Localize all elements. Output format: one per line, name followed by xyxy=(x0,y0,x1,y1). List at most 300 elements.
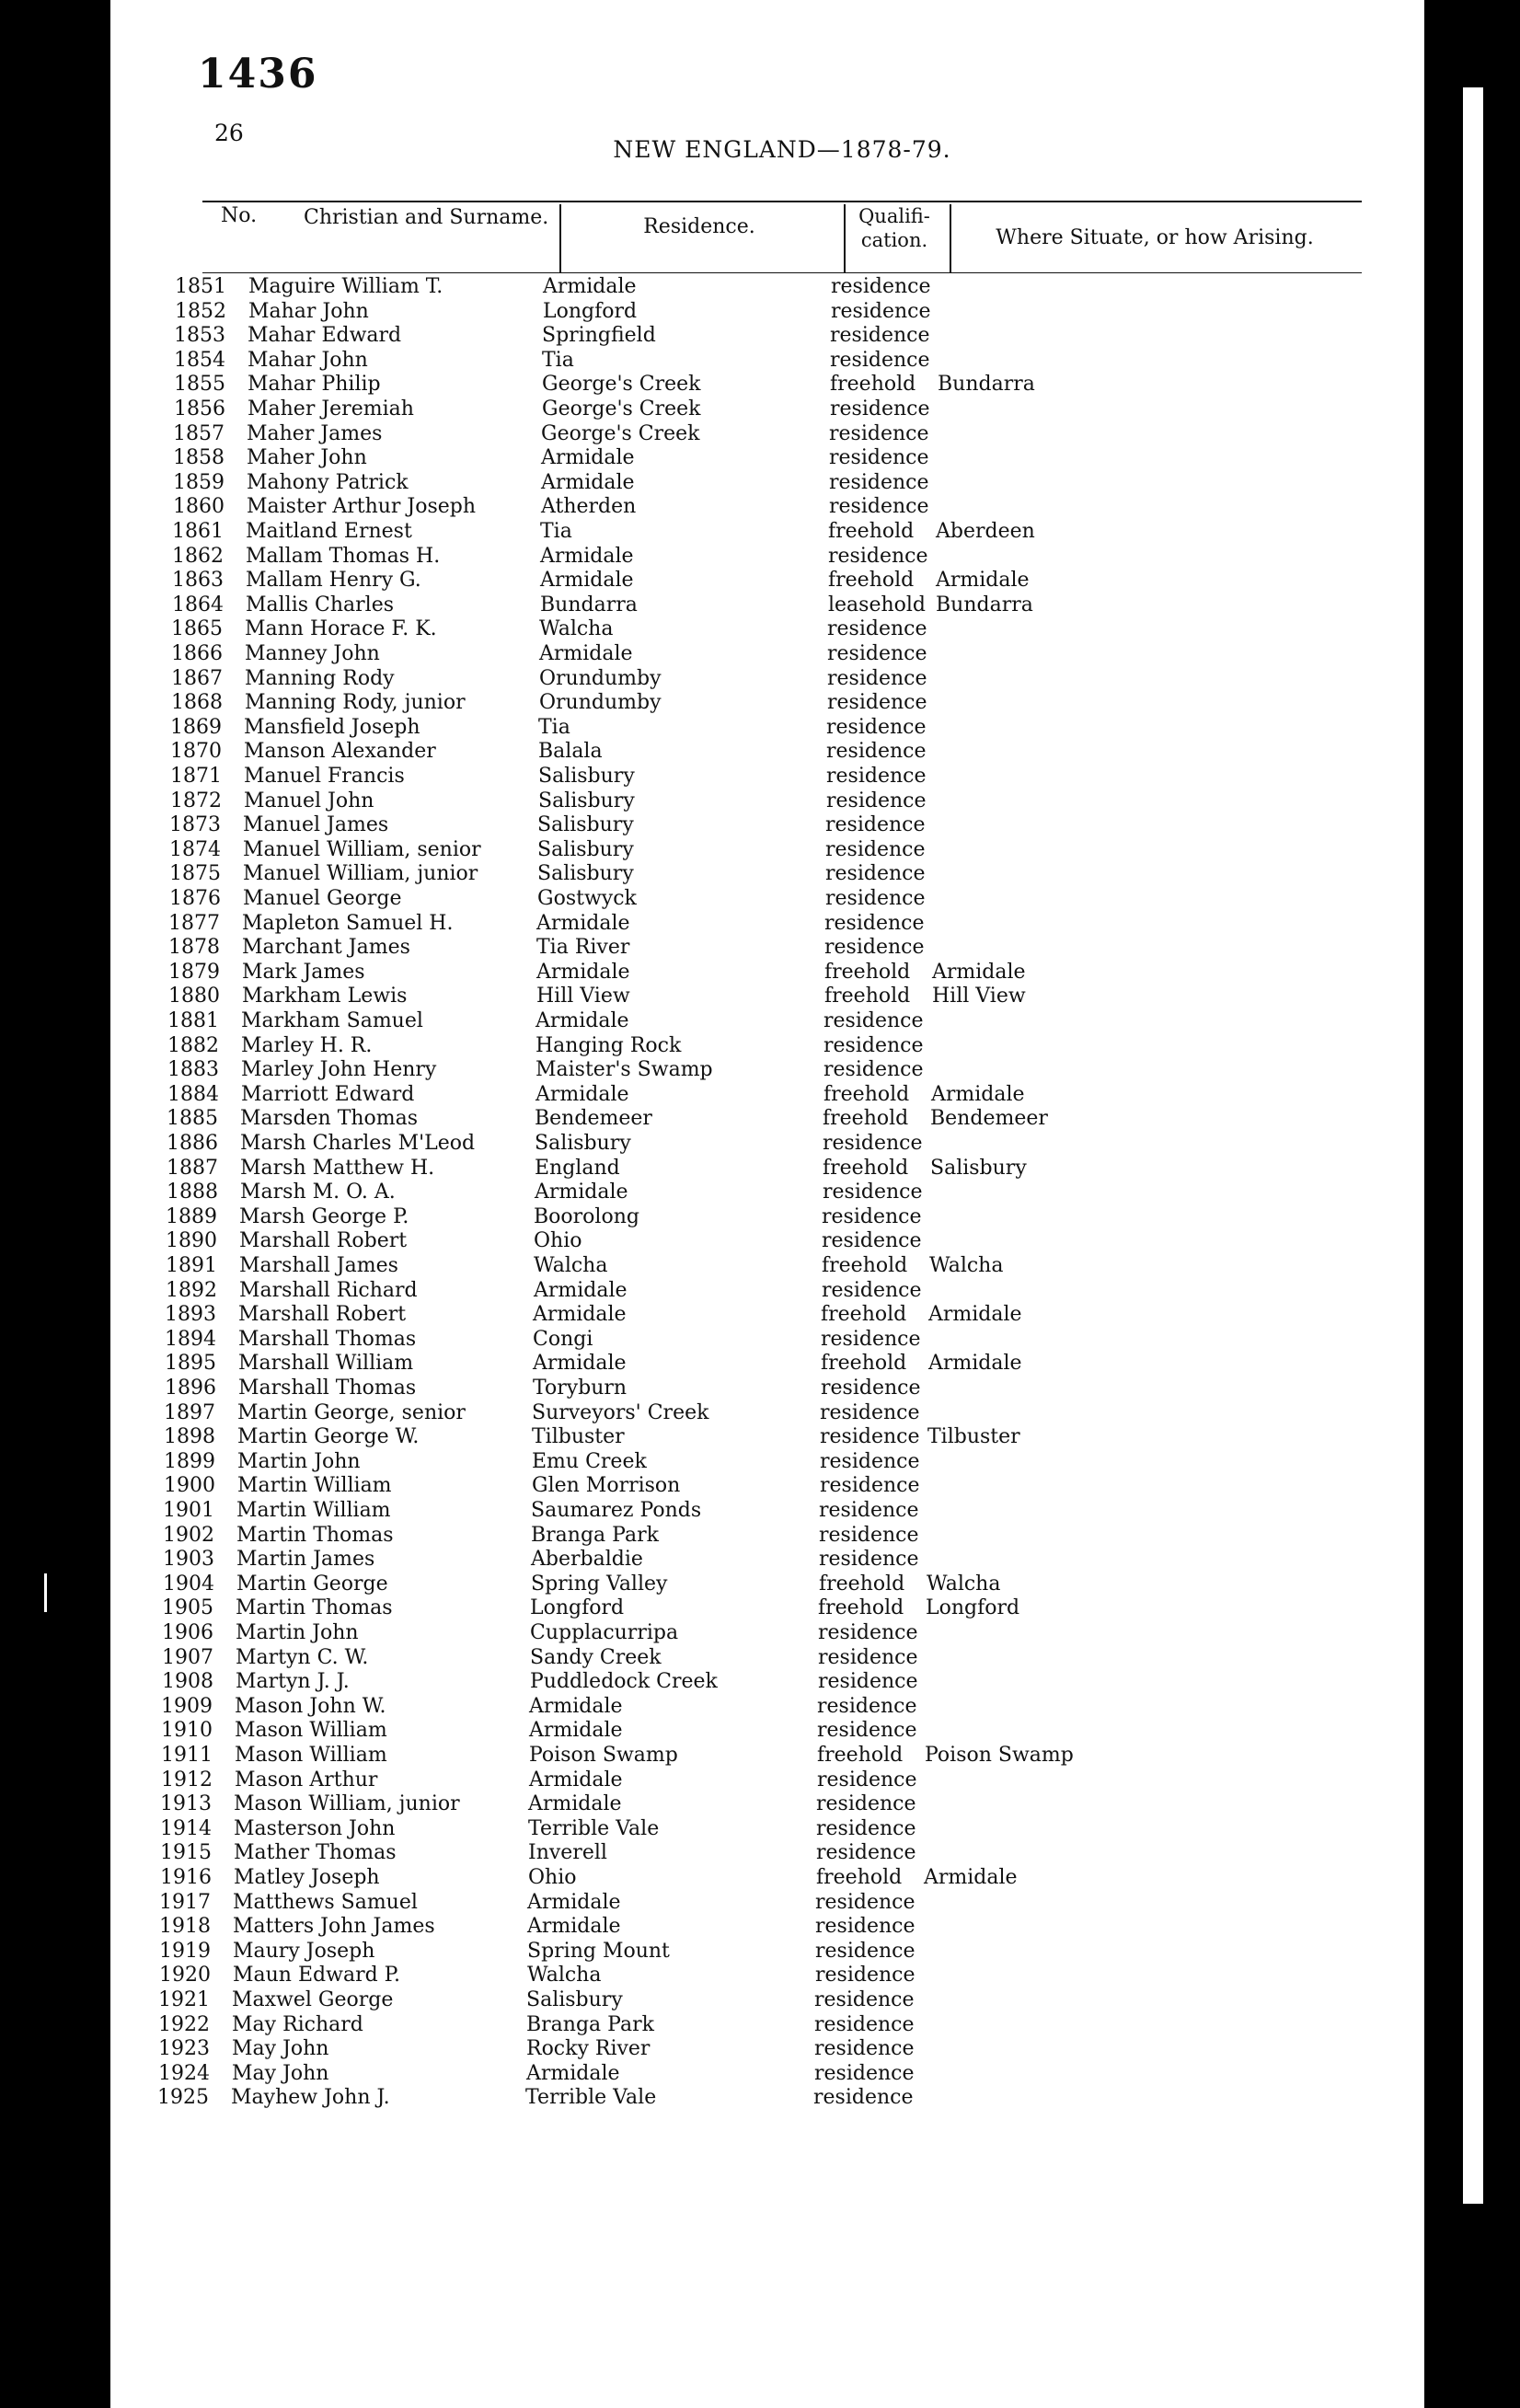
elector-name: Marshall William xyxy=(238,1352,414,1376)
qualification-cell: residence xyxy=(823,1009,924,1032)
where-situate-cell: Armidale xyxy=(932,960,1026,984)
header-rule-top xyxy=(202,201,1362,202)
entry-number: 1860 xyxy=(173,495,225,519)
elector-name: Marsden Thomas xyxy=(240,1107,419,1131)
entry-number: 1867 xyxy=(171,666,223,690)
entry-number: 1902 xyxy=(163,1523,214,1547)
entry-number: 1877 xyxy=(168,911,220,935)
qualification-cell: residence xyxy=(821,1377,921,1400)
elector-name: Marsh Matthew H. xyxy=(240,1156,435,1180)
qualification-cell: residence xyxy=(820,1449,920,1473)
elector-name: Mann Horace F. K. xyxy=(245,617,437,641)
qualification-cell: residence xyxy=(817,1768,917,1792)
entry-number: 1909 xyxy=(161,1694,213,1718)
residence-cell: Sandy Creek xyxy=(530,1645,662,1669)
table-row xyxy=(0,1669,1520,1694)
table-row xyxy=(0,764,1520,789)
entry-number: 1899 xyxy=(164,1449,215,1473)
residence-cell: Armidale xyxy=(534,1278,628,1302)
elector-name: Marshall Robert xyxy=(238,1303,407,1327)
residence-cell: Walcha xyxy=(539,617,614,641)
elector-name: Martyn J. J. xyxy=(236,1670,350,1694)
residence-cell: Armidale xyxy=(540,569,634,593)
table-row xyxy=(0,960,1520,985)
qualification-cell: residence xyxy=(827,666,927,690)
entry-number: 1888 xyxy=(167,1181,218,1204)
elector-name: Marshall James xyxy=(239,1254,398,1277)
table-row xyxy=(0,421,1520,446)
where-situate-cell: Armidale xyxy=(936,569,1030,593)
entry-number: 1859 xyxy=(173,470,225,494)
elector-name: Mason John W. xyxy=(235,1694,386,1718)
residence-cell: Spring Mount xyxy=(527,1939,670,1963)
residence-cell: Tilbuster xyxy=(532,1425,625,1449)
entry-number: 1896 xyxy=(165,1377,216,1400)
table-row xyxy=(0,2085,1520,2110)
table-row xyxy=(0,789,1520,813)
qualification-cell: residence xyxy=(818,1670,918,1694)
residence-cell: Tia xyxy=(538,715,570,739)
elector-name: Mallis Charles xyxy=(246,593,395,616)
table-row xyxy=(0,470,1520,495)
elector-name: Manuel John xyxy=(244,789,374,812)
entry-number: 1907 xyxy=(162,1645,213,1669)
qualification-cell: residence xyxy=(823,1181,923,1204)
table-row xyxy=(0,1768,1520,1792)
table-row xyxy=(0,1302,1520,1327)
where-situate-cell: Walcha xyxy=(927,1572,1001,1596)
qualification-cell: freehold xyxy=(823,1156,909,1180)
qualification-cell: residence xyxy=(822,1278,922,1302)
qualification-cell: residence xyxy=(825,862,926,886)
elector-name: Martin William xyxy=(236,1499,391,1522)
elector-name: Mahar Edward xyxy=(248,324,402,348)
table-row xyxy=(0,861,1520,886)
elector-name: Markham Lewis xyxy=(242,985,408,1008)
table-row xyxy=(0,1424,1520,1449)
entry-number: 1891 xyxy=(166,1254,217,1277)
qualification-cell: leasehold xyxy=(828,593,927,616)
elector-name: Martin Thomas xyxy=(236,1523,394,1547)
elector-name: Mahar John xyxy=(248,299,369,323)
elector-name: Marley H. R. xyxy=(241,1033,373,1057)
qualification-cell: residence xyxy=(828,544,928,568)
elector-name: Manuel Francis xyxy=(244,765,405,788)
table-row xyxy=(0,812,1520,837)
entry-number: 1861 xyxy=(172,520,224,543)
residence-cell: Armidale xyxy=(527,1890,621,1914)
entry-number: 1906 xyxy=(162,1621,213,1644)
entry-number: 1922 xyxy=(158,2012,210,2036)
residence-cell: Armidale xyxy=(541,446,635,470)
table-row xyxy=(0,739,1520,764)
residence-cell: Armidale xyxy=(533,1303,627,1327)
elector-name: Mahar Philip xyxy=(248,373,381,397)
residence-cell: Armidale xyxy=(533,1352,627,1376)
qualification-cell: residence xyxy=(830,397,930,421)
elector-name: Marshall Robert xyxy=(239,1229,408,1253)
qualification-cell: residence xyxy=(819,1548,919,1572)
qualification-cell: residence xyxy=(822,1229,922,1253)
table-row xyxy=(0,1008,1520,1033)
entry-number: 1858 xyxy=(173,446,225,470)
entry-number: 1852 xyxy=(175,299,226,323)
table-row xyxy=(0,519,1520,544)
table-row xyxy=(0,1987,1520,2012)
elector-name: Marshall Thomas xyxy=(238,1377,417,1400)
residence-cell: Bendemeer xyxy=(535,1107,652,1131)
elector-name: Mason Arthur xyxy=(235,1768,378,1792)
qualification-cell: residence xyxy=(829,470,929,494)
elector-name: Martin James xyxy=(236,1548,375,1572)
elector-name: Matters John James xyxy=(233,1915,435,1939)
residence-cell: Surveyors' Creek xyxy=(532,1400,709,1424)
table-row xyxy=(0,1939,1520,1964)
entry-number: 1903 xyxy=(163,1548,214,1572)
residence-cell: Balala xyxy=(538,740,603,764)
qualification-cell: residence xyxy=(816,1792,916,1816)
qualification-cell: residence xyxy=(819,1499,919,1522)
residence-cell: Springfield xyxy=(542,324,656,348)
residence-cell: Armidale xyxy=(541,470,635,494)
qualification-cell: residence xyxy=(820,1474,920,1498)
residence-cell: Armidale xyxy=(536,960,630,984)
residence-cell: George's Creek xyxy=(541,421,700,445)
table-row xyxy=(0,886,1520,911)
elector-name: Martin William xyxy=(237,1474,392,1498)
table-row xyxy=(0,274,1520,299)
column-header-qualification xyxy=(839,204,950,252)
qualification-cell: residence xyxy=(825,813,926,837)
residence-cell: Armidale xyxy=(529,1694,623,1718)
table-row xyxy=(0,2036,1520,2061)
residence-cell: Salisbury xyxy=(537,862,634,886)
elector-name: Maitland Ernest xyxy=(246,520,412,543)
residence-cell: Orundumby xyxy=(539,691,662,715)
qualification-cell: residence xyxy=(820,1400,920,1424)
where-situate-cell: Armidale xyxy=(924,1866,1018,1889)
elector-name: Matthews Samuel xyxy=(233,1890,418,1914)
table-row xyxy=(0,2061,1520,2086)
entry-number: 1864 xyxy=(172,593,224,616)
qualification-cell: residence xyxy=(825,887,926,910)
entry-number: 1881 xyxy=(167,1009,219,1032)
residence-cell: Armidale xyxy=(540,544,634,568)
table-row xyxy=(0,911,1520,936)
residence-cell: Ohio xyxy=(528,1866,577,1889)
qualification-cell: residence xyxy=(829,495,929,519)
qualification-cell: residence xyxy=(821,1327,921,1351)
table-row xyxy=(0,1865,1520,1890)
qualification-cell: residence xyxy=(815,1915,915,1939)
elector-name: Mansfield Joseph xyxy=(244,715,420,739)
residence-cell: Toryburn xyxy=(533,1377,628,1400)
elector-name: Maher Jeremiah xyxy=(248,397,414,421)
qualification-cell: freehold xyxy=(824,985,911,1008)
elector-name: Mapleton Samuel H. xyxy=(242,911,454,935)
table-row xyxy=(0,1914,1520,1939)
entry-number: 1857 xyxy=(173,421,225,445)
residence-cell: Tia xyxy=(540,520,572,543)
table-row xyxy=(0,616,1520,641)
elector-name: Masterson John xyxy=(234,1816,396,1840)
table-row xyxy=(0,1228,1520,1253)
column-header-qualification-line1: Qualifi- xyxy=(858,205,930,227)
table-row xyxy=(0,1890,1520,1915)
qualification-cell: residence xyxy=(827,642,927,665)
residence-cell: Glen Morrison xyxy=(532,1474,681,1498)
table-row xyxy=(0,348,1520,373)
table-row xyxy=(0,372,1520,397)
table-row xyxy=(0,544,1520,569)
qualification-cell: freehold xyxy=(821,1352,907,1376)
where-situate-cell: Armidale xyxy=(928,1303,1022,1327)
residence-cell: Terrible Vale xyxy=(528,1816,660,1840)
qualification-cell: residence xyxy=(818,1621,918,1644)
column-header-residence: Residence. xyxy=(643,215,755,238)
entry-number: 1872 xyxy=(170,789,222,812)
elector-name: Marchant James xyxy=(242,936,410,960)
entry-number: 1911 xyxy=(161,1744,213,1767)
elector-name: Maxwel George xyxy=(232,1988,394,2011)
elector-name: May John xyxy=(232,2037,329,2061)
table-row xyxy=(0,984,1520,1008)
table-row xyxy=(0,1033,1520,1058)
page-number: 26 xyxy=(214,120,244,146)
table-row xyxy=(0,1156,1520,1181)
residence-cell: Armidale xyxy=(536,911,630,935)
table-row xyxy=(0,1327,1520,1352)
qualification-cell: residence xyxy=(816,1841,916,1865)
residence-cell: Salisbury xyxy=(526,1988,623,2011)
qualification-cell: residence xyxy=(818,1645,918,1669)
qualification-cell: residence xyxy=(814,2037,915,2061)
entry-number: 1865 xyxy=(171,617,223,641)
table-row xyxy=(0,1131,1520,1156)
residence-cell: Hill View xyxy=(536,985,630,1008)
entry-number: 1871 xyxy=(170,765,222,788)
residence-cell: Branga Park xyxy=(526,2012,654,2036)
qualification-cell: residence xyxy=(814,1988,915,2011)
table-row xyxy=(0,1400,1520,1425)
qualification-cell: residence xyxy=(826,715,927,739)
elector-name: Manning Rody xyxy=(245,666,395,690)
qualification-cell: residence xyxy=(826,740,927,764)
entry-number: 1904 xyxy=(163,1572,214,1596)
elector-name: Marley John Henry xyxy=(241,1058,437,1082)
entry-number: 1898 xyxy=(164,1425,215,1449)
qualification-cell: freehold xyxy=(821,1303,907,1327)
residence-cell: Walcha xyxy=(527,1964,602,1987)
entry-number: 1886 xyxy=(167,1132,218,1155)
table-row xyxy=(0,641,1520,666)
residence-cell: Gostwyck xyxy=(537,887,637,910)
header-rule-bottom xyxy=(202,272,1362,273)
column-header-qualification-line2: cation. xyxy=(860,229,928,251)
where-situate-cell: Hill View xyxy=(932,985,1026,1008)
elector-name: Manney John xyxy=(245,642,380,665)
qualification-cell: residence xyxy=(830,348,930,372)
table-row xyxy=(0,1376,1520,1400)
qualification-cell: freehold xyxy=(824,960,911,984)
table-row xyxy=(0,1792,1520,1816)
elector-name: Maher John xyxy=(247,446,367,470)
elector-name: Marshall Thomas xyxy=(238,1327,417,1351)
residence-cell: Cupplacurripa xyxy=(530,1621,679,1644)
table-row xyxy=(0,1547,1520,1572)
residence-cell: Armidale xyxy=(535,1082,629,1106)
qualification-cell: residence xyxy=(823,1033,924,1057)
entry-number: 1923 xyxy=(158,2037,210,2061)
elector-name: Maun Edward P. xyxy=(233,1964,400,1987)
column-header-name: Christian and Surname. xyxy=(304,206,549,229)
where-situate-cell: Walcha xyxy=(929,1254,1004,1277)
elector-name: Mark James xyxy=(242,960,365,984)
elector-name: Manning Rody, junior xyxy=(245,691,466,715)
table-row xyxy=(0,1278,1520,1303)
entry-number: 1879 xyxy=(168,960,220,984)
residence-cell: Rocky River xyxy=(526,2037,651,2061)
qualification-cell: freehold xyxy=(830,373,916,397)
qualification-cell: residence xyxy=(816,1816,916,1840)
residence-cell: Walcha xyxy=(534,1254,608,1277)
table-row xyxy=(0,397,1520,421)
residence-cell: Tia xyxy=(542,348,574,372)
table-row xyxy=(0,1523,1520,1548)
entry-number: 1876 xyxy=(169,887,221,910)
qualification-cell: freehold xyxy=(818,1596,904,1620)
residence-cell: Terrible Vale xyxy=(525,2086,657,2110)
where-situate-cell: Salisbury xyxy=(930,1156,1027,1180)
elector-name: Matley Joseph xyxy=(234,1866,380,1889)
entry-number: 1885 xyxy=(167,1107,218,1131)
residence-cell: Bundarra xyxy=(540,593,638,616)
residence-cell: England xyxy=(535,1156,620,1180)
elector-name: Mason William xyxy=(235,1719,387,1743)
residence-cell: Salisbury xyxy=(537,837,634,861)
table-row xyxy=(0,666,1520,691)
table-row xyxy=(0,593,1520,617)
qualification-cell: residence xyxy=(817,1719,917,1743)
column-separator xyxy=(950,204,951,272)
qualification-cell: residence xyxy=(819,1523,919,1547)
entry-number: 1882 xyxy=(167,1033,219,1057)
entry-number: 1908 xyxy=(162,1670,213,1694)
table-row xyxy=(0,1204,1520,1229)
running-head: NEW ENGLAND—1878-79. xyxy=(613,136,951,163)
entry-number: 1884 xyxy=(167,1082,219,1106)
entry-number: 1915 xyxy=(160,1841,212,1865)
table-row xyxy=(0,1180,1520,1204)
qualification-cell: residence xyxy=(815,1964,915,1987)
folio-number: 1436 xyxy=(198,51,318,98)
elector-name: Mason William xyxy=(235,1744,387,1767)
qualification-cell: freehold xyxy=(823,1107,909,1131)
residence-cell: Salisbury xyxy=(535,1132,631,1155)
entry-number: 1920 xyxy=(159,1964,211,1987)
entry-number: 1897 xyxy=(164,1400,215,1424)
elector-name: Martin George, senior xyxy=(237,1400,466,1424)
elector-name: Martyn C. W. xyxy=(236,1645,369,1669)
table-row xyxy=(0,1449,1520,1474)
where-situate-cell: Tilbuster xyxy=(927,1425,1020,1449)
elector-name: Mahar John xyxy=(248,348,368,372)
entry-number: 1854 xyxy=(174,348,225,372)
residence-cell: Armidale xyxy=(539,642,633,665)
elector-name: Mallam Henry G. xyxy=(246,569,421,593)
entry-number: 1901 xyxy=(163,1499,214,1522)
qualification-cell: residence xyxy=(827,617,927,641)
entry-number: 1880 xyxy=(168,985,220,1008)
qualification-cell: freehold xyxy=(819,1572,905,1596)
entry-number: 1917 xyxy=(159,1890,211,1914)
residence-cell: Spring Valley xyxy=(531,1572,668,1596)
table-row xyxy=(0,1106,1520,1131)
qualification-cell: residence xyxy=(817,1694,917,1718)
entry-number: 1893 xyxy=(165,1303,216,1327)
entry-number: 1851 xyxy=(175,275,226,298)
elector-name: Manuel William, junior xyxy=(243,862,478,886)
qualification-cell: residence xyxy=(820,1425,920,1449)
residence-cell: Salisbury xyxy=(538,789,635,812)
entry-number: 1866 xyxy=(171,642,223,665)
elector-name: May Richard xyxy=(232,2012,363,2036)
elector-name: Marsh Charles M'Leod xyxy=(240,1132,476,1155)
table-row xyxy=(0,1351,1520,1376)
where-situate-cell: Bendemeer xyxy=(930,1107,1048,1131)
residence-cell: Aberbaldie xyxy=(531,1548,643,1572)
residence-cell: Boorolong xyxy=(534,1204,639,1228)
elector-name: Maguire William T. xyxy=(248,275,443,298)
residence-cell: Saumarez Ponds xyxy=(531,1499,702,1522)
residence-cell: Ohio xyxy=(534,1229,582,1253)
entry-number: 1868 xyxy=(171,691,223,715)
qualification-cell: freehold xyxy=(828,520,915,543)
qualification-cell: residence xyxy=(825,837,926,861)
entry-number: 1918 xyxy=(159,1915,211,1939)
residence-cell: Salisbury xyxy=(538,765,635,788)
qualification-cell: freehold xyxy=(822,1254,908,1277)
entry-number: 1919 xyxy=(159,1939,211,1963)
table-row xyxy=(0,690,1520,715)
elector-name: Maister Arthur Joseph xyxy=(247,495,477,519)
residence-cell: Armidale xyxy=(529,1719,623,1743)
where-situate-cell: Armidale xyxy=(931,1082,1025,1106)
entry-number: 1890 xyxy=(166,1229,217,1253)
table-row xyxy=(0,1057,1520,1082)
elector-name: Martin George xyxy=(236,1572,388,1596)
where-situate-cell: Armidale xyxy=(928,1352,1022,1376)
residence-cell: Emu Creek xyxy=(532,1449,647,1473)
elector-name: Martin George W. xyxy=(237,1425,420,1449)
elector-name: Mather Thomas xyxy=(234,1841,397,1865)
residence-cell: Congi xyxy=(533,1327,593,1351)
entry-number: 1875 xyxy=(169,862,221,886)
elector-name: Martin John xyxy=(236,1621,359,1644)
residence-cell: Puddledock Creek xyxy=(530,1670,718,1694)
qualification-cell: residence xyxy=(823,1132,923,1155)
elector-name: Maury Joseph xyxy=(233,1939,375,1963)
column-header-no: No. xyxy=(221,204,258,227)
qualification-cell: residence xyxy=(815,1890,915,1914)
where-situate-cell: Aberdeen xyxy=(936,520,1035,543)
residence-cell: Armidale xyxy=(529,1768,623,1792)
entry-number: 1912 xyxy=(161,1768,213,1792)
qualification-cell: residence xyxy=(831,299,931,323)
table-row xyxy=(0,568,1520,593)
elector-name: Marsh George P. xyxy=(239,1204,409,1228)
entry-number: 1853 xyxy=(174,324,225,348)
